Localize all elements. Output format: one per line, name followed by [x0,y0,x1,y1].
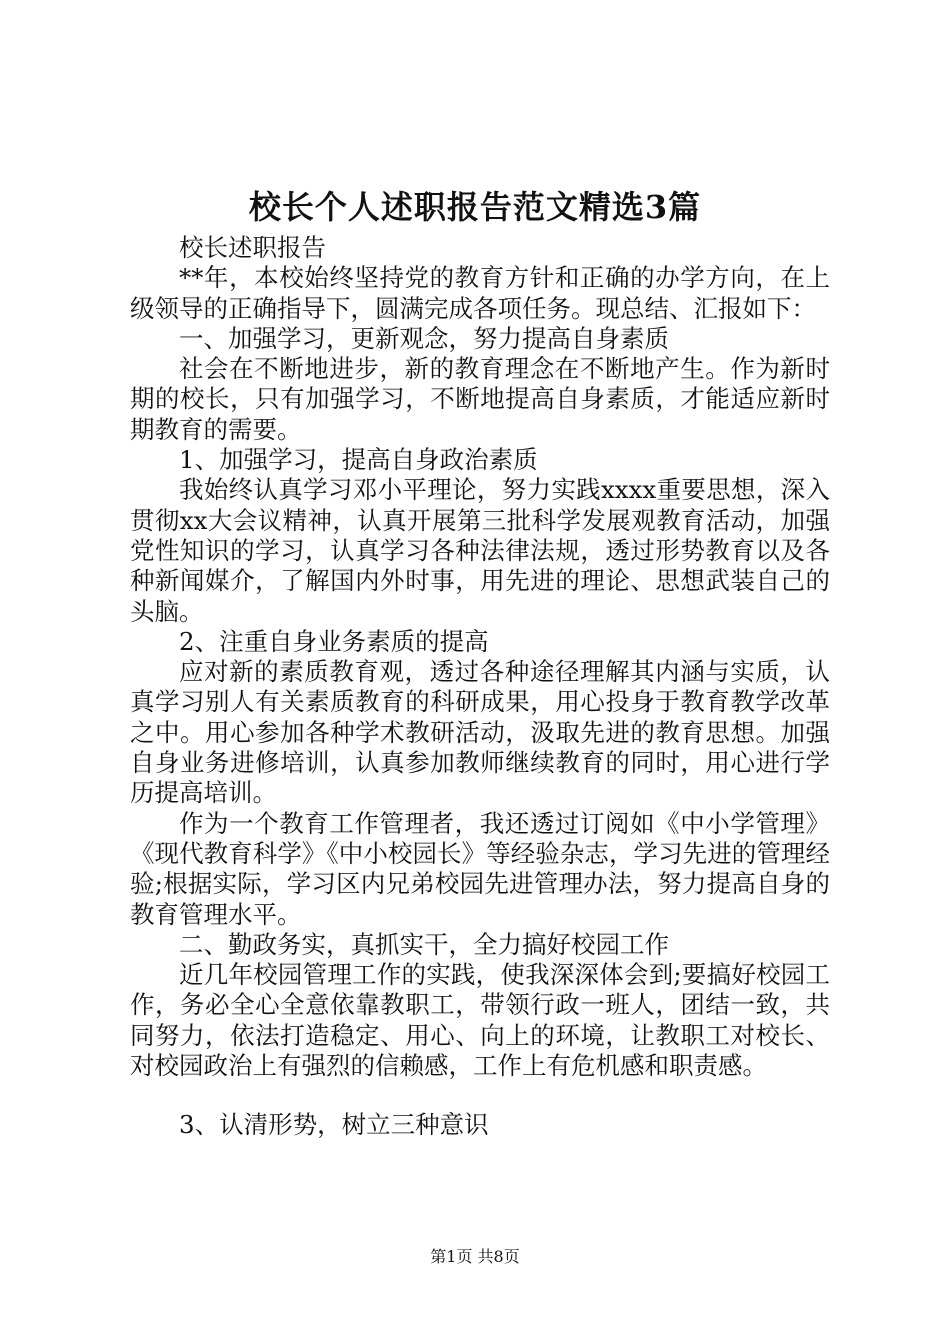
subheading-1: 1、加强学习，提高自身政治素质 [179,445,538,475]
paragraph-section-1: 社会在不断地进步，新的教育理念在不断地产生。作为新时期的校长，只有加强学习，不断地提高自身素质，才能适应新时期教育的需要。 [130,354,830,444]
paragraph-intro: **年，本校始终坚持党的教育方针和正确的办学方向，在上级领导的正确指导下，圆满完成各项任务。现总结、汇报如下： [130,263,830,323]
paragraph-subsection-2b: 作为一个教育工作管理者，我还透过订阅如《中小学管理》《现代教育科学》《中小校园长》等经验杂志，学习先进的管理经验;根据实际，学习区内兄弟校园先进管理办法，努力提高自身的教育管理水平。 [130,808,830,929]
paragraph-section-2: 近几年校园管理工作的实践，使我深深体会到;要搞好校园工作，务必全心全意依靠教职工，带领行政一班人，团结一致，共同努力，依法打造稳定、用心、向上的环境，让教职工对校长、对校园政治上有强烈的信赖感，工作上有危机感和职责感。 [130,960,830,1081]
section-heading-1: 一、加强学习，更新观念，努力提高自身素质 [179,323,669,353]
subheading-2: 2、注重自身业务素质的提高 [179,626,489,656]
subheading-3: 3、认清形势，树立三种意识 [179,1110,489,1140]
document-body [130,233,830,1141]
page-footer: 第1页 共8页 [430,1247,520,1266]
document-title: 校长个人述职报告范文精选3篇 [248,188,702,226]
paragraph-report-heading: 校长述职报告 [179,233,326,262]
paragraph-subsection-2: 应对新的素质教育观，透过各种途径理解其内涵与实质，认真学习别人有关素质教育的科研成果，用心投身于教育教学改革之中。用心参加各种学术教研活动，汲取先进的教育思想。加强自身业务进修培训，认真参加教师继续教育的同时，用心进行学历提高培训。 [130,657,830,808]
section-heading-2: 二、勤政务实，真抓实干，全力搞好校园工作 [179,929,669,959]
paragraph-subsection-1: 我始终认真学习邓小平理论，努力实践xxxx重要思想，深入贯彻xx大会议精神，认真开展第三批科学发展观教育活动，加强党性知识的学习，认真学习各种法律法规，透过形势教育以及各种新闻媒介，了解国内外时事，用先进的理论、思想武装自己的头脑。 [130,475,830,626]
